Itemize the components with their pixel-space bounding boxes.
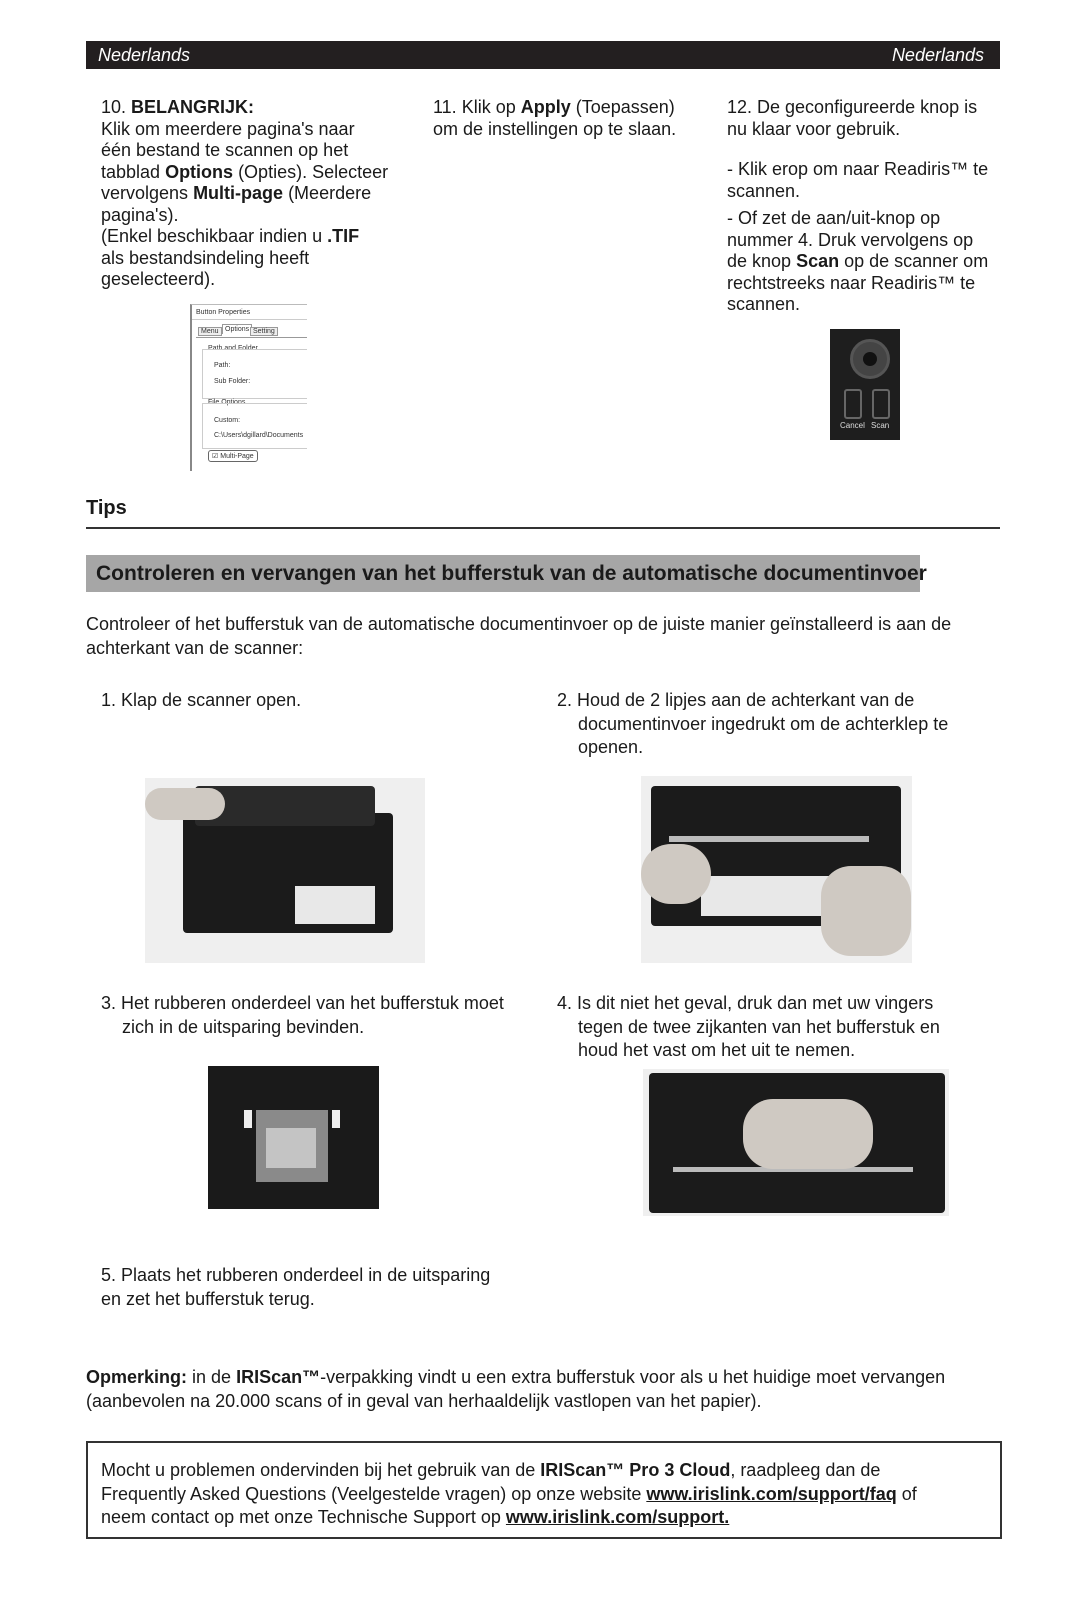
text-span: of <box>896 1483 917 1504</box>
tip-step-5 <box>101 1265 541 1310</box>
tip-step-2-line: documentinvoer ingedrukt om de achterklep te <box>578 713 949 734</box>
text-span: neem contact op met onze Technische Support op <box>101 1507 506 1527</box>
step-10-line: geselecteerd). <box>101 269 216 289</box>
tip-step-4-line: houd het vast om het uit te nemen. <box>578 1040 856 1060</box>
step-10-line: als bestandsindeling heeft <box>101 247 310 268</box>
cancel-label: Cancel <box>840 421 865 430</box>
step-10-title: BELANGRIJK: <box>131 97 255 117</box>
scan-button-ref: Scan <box>796 251 840 271</box>
text-span: de knop <box>727 251 797 271</box>
step-12-text <box>727 97 1002 316</box>
group-file-options: File Options <box>208 399 246 406</box>
text-span: (Toepassen) <box>570 97 675 117</box>
support-link[interactable]: www.irislink.com/support. <box>505 1507 730 1527</box>
scanner-control-panel-photo <box>830 329 900 440</box>
step-10-line: één bestand te scannen op het <box>101 140 349 160</box>
step-12-line: rechtstreeks naar Readiris™ te <box>727 272 976 293</box>
step-12-line: scannen. <box>727 294 801 314</box>
step-12-bullet: - Of zet de aan/uit-knop op <box>727 208 941 228</box>
header-bar <box>86 41 1000 69</box>
multipage-checkbox[interactable]: ☑ Multi-Page <box>208 450 258 462</box>
cancel-button-icon <box>844 389 862 419</box>
tip-step-4-line: 4. Is dit niet het geval, druk dan met uw vingers <box>557 993 934 1013</box>
tab-options[interactable]: Options <box>222 324 252 334</box>
tip-step-4-line: tegen de twee zijkanten van het bufferstuk en <box>578 1016 940 1037</box>
tip-step-5-line: en zet het bufferstuk terug. <box>101 1288 315 1309</box>
dial-icon <box>850 339 890 379</box>
step-12-bullet: nummer 4. Druk vervolgens op <box>727 229 974 250</box>
step-12-bullet: - Klik erop om naar Readiris™ te <box>727 159 989 179</box>
tip-step-2 <box>557 690 997 759</box>
tips-heading: Tips <box>86 497 127 519</box>
multipage-label: Multi-Page <box>220 453 254 460</box>
tip-step-3-line: zich in de uitsparing bevinden. <box>122 1016 365 1037</box>
tip-step-4 <box>557 993 997 1062</box>
faq-link[interactable]: www.irislink.com/support/faq <box>646 1483 897 1504</box>
text-span: tabblad <box>101 161 166 182</box>
custom-path-value[interactable]: C:\Users\dgillard\Documents <box>214 432 304 439</box>
step-10-line: Klik om meerdere pagina's naar <box>101 118 355 139</box>
text-span: , raadpleeg dan de <box>730 1460 881 1480</box>
tip-step-3-line: 3. Het rubberen onderdeel van het bufferstuk moet <box>101 993 504 1013</box>
group-path-folder: Path and Folder <box>208 345 258 352</box>
multipage-ref: Multi-page <box>193 183 284 203</box>
tips-divider <box>86 527 1000 529</box>
note-label: Opmerking: <box>86 1367 188 1387</box>
step-11-line: om de instellingen op te slaan. <box>433 118 677 139</box>
text-span: (Meerdere <box>283 183 372 203</box>
photo-remove-buffer <box>643 1069 949 1216</box>
tif-ref: .TIF <box>327 226 360 246</box>
intro-text <box>86 614 1006 659</box>
scan-button-icon <box>872 389 890 419</box>
options-tab-ref: Options <box>165 161 234 182</box>
subfolder-label: Sub Folder: <box>214 378 251 385</box>
intro-line: achterkant van de scanner: <box>86 637 304 658</box>
tip-step-5-line: 5. Plaats het rubberen onderdeel in de uitsparing <box>101 1265 491 1285</box>
apply-ref: Apply <box>520 97 571 117</box>
step-12-bullet: scannen. <box>727 180 801 201</box>
tab-menu[interactable]: Menu <box>198 327 222 336</box>
step-number: 10. <box>101 97 127 117</box>
note-line: (aanbevolen na 20.000 scans of in geval van herhaaldelijk vastlopen van het papier). <box>86 1390 762 1411</box>
step-10-line: pagina's). <box>101 204 179 225</box>
text-span: -verpakking vindt u een extra bufferstuk voor als u het huidige moet vervangen <box>320 1367 946 1387</box>
brand-name: IRIScan™ <box>236 1367 321 1387</box>
step-12-line: nu klaar voor gebruik. <box>727 118 901 139</box>
button-properties-screenshot <box>190 304 307 471</box>
photo-scanner-open <box>145 778 425 963</box>
note-text <box>86 1367 1016 1412</box>
tip-step-2-line: openen. <box>578 737 644 757</box>
tip-step-3 <box>101 993 541 1038</box>
text-span: 11. Klik op <box>433 97 521 117</box>
dialog-title: Button Properties <box>196 309 251 316</box>
path-label: Path: <box>214 362 231 369</box>
section-title: Controleren en vervangen van het bufferstuk van de automatische documentinvoer <box>96 562 927 585</box>
text-span: (Enkel beschikbaar indien u <box>101 226 328 246</box>
support-text <box>101 1460 991 1529</box>
text-span: in de <box>187 1367 237 1387</box>
header-language-right: Nederlands <box>891 45 984 65</box>
step-11-text <box>433 97 703 140</box>
text-span: op de scanner om <box>839 251 989 271</box>
photo-open-back-cover <box>641 776 912 963</box>
text-span: Mocht u problemen ondervinden bij het gebruik van de <box>101 1460 541 1480</box>
header-language-left: Nederlands <box>98 45 191 65</box>
text-span: (Opties). Selecteer <box>233 161 389 182</box>
custom-label: Custom: <box>214 417 241 424</box>
step-10-text <box>101 97 411 291</box>
photo-rubber-slot <box>208 1066 379 1209</box>
text-span: Frequently Asked Questions (Veelgestelde vragen) op onze website <box>101 1483 647 1504</box>
scan-label: Scan <box>871 421 890 430</box>
text-span: vervolgens <box>101 183 194 203</box>
step-12-line: 12. De geconfigureerde knop is <box>727 97 978 117</box>
tab-setting[interactable]: Setting <box>250 327 278 336</box>
tip-step-1: 1. Klap de scanner open. <box>101 690 302 710</box>
intro-line: Controleer of het bufferstuk van de automatische documentinvoer op de juiste manier geïnstalleerd is aan de <box>86 614 952 634</box>
tip-step-2-line: 2. Houd de 2 lipjes aan de achterkant van de <box>557 690 915 710</box>
product-name: IRIScan™ Pro 3 Cloud <box>540 1460 731 1480</box>
